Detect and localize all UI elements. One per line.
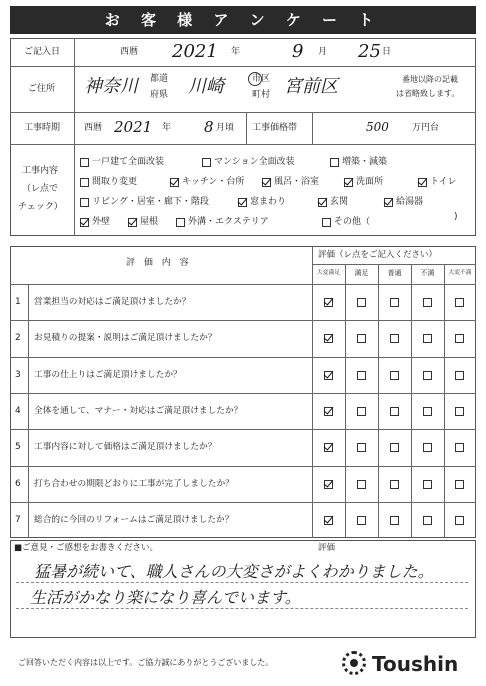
option-label: 間取り変更 xyxy=(92,177,138,187)
rating-checkbox[interactable] xyxy=(455,443,464,452)
rating-checkbox[interactable] xyxy=(324,334,333,343)
rating-checkbox[interactable] xyxy=(324,516,333,525)
rating-checkbox[interactable] xyxy=(390,516,399,525)
option-checkbox[interactable] xyxy=(330,158,339,167)
option-checkbox[interactable] xyxy=(238,198,247,207)
rating-checkbox[interactable] xyxy=(324,298,333,307)
rating-checkbox[interactable] xyxy=(423,407,432,416)
comment-line-2: 生活がかなり楽になり喜んでいます。 xyxy=(30,588,301,607)
rating-column-header: 不満 xyxy=(420,269,435,277)
rating-checkbox[interactable] xyxy=(455,480,464,489)
option-label: 一戸建て全面改装 xyxy=(92,157,165,167)
work-era: 西暦 xyxy=(84,123,103,133)
rating-checkbox[interactable] xyxy=(357,298,366,307)
option-label: 増築・減築 xyxy=(342,157,388,167)
question-text: 工事の仕上りはご満足頂けましたか？ xyxy=(34,369,182,380)
rating-checkbox[interactable] xyxy=(324,443,333,452)
work-month-unit: 月頃 xyxy=(216,123,235,133)
address-city: 川崎 xyxy=(188,76,224,97)
question-number: 6 xyxy=(15,478,21,489)
rating-checkbox[interactable] xyxy=(423,298,432,307)
question-text: 工事内容に対して価格はご満足頂けましたか？ xyxy=(34,442,217,453)
option-label: トイレ xyxy=(430,177,457,187)
option-label: 洗面所 xyxy=(356,177,384,187)
option-checkbox[interactable] xyxy=(344,178,353,187)
rating-checkbox[interactable] xyxy=(390,334,399,343)
work-period-label: 工事時期 xyxy=(24,123,61,133)
rating-checkbox[interactable] xyxy=(390,443,399,452)
entry-year: 2021 xyxy=(172,41,218,62)
question-number: 5 xyxy=(15,442,21,453)
address-note-1: 番地以降の記載 xyxy=(402,75,458,84)
price-label: 工事価格帯 xyxy=(252,123,298,133)
question-text: 営業担当の対応はご満足頂けましたか？ xyxy=(34,297,191,307)
option-checkbox[interactable] xyxy=(202,158,211,167)
question-text: 全体を通して、マナー・対応はご満足頂けましたか？ xyxy=(34,405,243,416)
address-prefecture: 神奈川 xyxy=(84,76,138,97)
brand-name: Toushin xyxy=(372,652,459,676)
question-number: 3 xyxy=(15,369,21,380)
rating-header: 評価（レ点をご記入ください） xyxy=(318,250,438,260)
rating-checkbox[interactable] xyxy=(455,407,464,416)
option-label: その他（ xyxy=(334,217,371,227)
rating-checkbox[interactable] xyxy=(324,407,333,416)
work-content-label: 工事内容 xyxy=(22,166,59,176)
address-city-suffix-2: 町村 xyxy=(252,90,271,100)
rating-column-header: 大変不満 xyxy=(448,270,472,276)
rating-checkbox[interactable] xyxy=(357,334,366,343)
rating-checkbox[interactable] xyxy=(423,334,432,343)
rating-checkbox[interactable] xyxy=(423,516,432,525)
option-checkbox[interactable] xyxy=(384,198,393,207)
rating-checkbox[interactable] xyxy=(357,443,366,452)
rating-checkbox[interactable] xyxy=(357,371,366,380)
work-content-hint-1: （レ点で xyxy=(22,184,59,194)
question-number: 7 xyxy=(15,514,21,525)
rating-checkbox[interactable] xyxy=(390,298,399,307)
entry-month-unit: 月 xyxy=(318,47,328,57)
option-label: 玄関 xyxy=(330,197,349,207)
question-number: 2 xyxy=(15,333,21,344)
rating-checkbox[interactable] xyxy=(390,480,399,489)
entry-day: 25 xyxy=(358,41,381,62)
rating-checkbox[interactable] xyxy=(324,480,333,489)
rating-checkbox[interactable] xyxy=(390,371,399,380)
option-label: 屋根 xyxy=(140,217,159,227)
work-year-unit: 年 xyxy=(162,123,172,133)
other-close: ) xyxy=(454,212,458,222)
price-value: 500 xyxy=(366,120,389,134)
question-text: お見積りの提案・説明はご満足頂けましたか？ xyxy=(34,333,217,344)
entry-date-label: ご記入日 xyxy=(24,47,61,57)
work-content-hint-2: チェック） xyxy=(18,202,63,212)
city-circle-mark xyxy=(248,72,262,86)
evaluation-header: 評 価 内 容 xyxy=(126,258,192,268)
option-label: キッチン・台所 xyxy=(182,177,245,187)
footer-note: ご回答いただく内容は以上です。ご協力誠にありがとうございました。 xyxy=(18,658,274,667)
question-text: 総合的に今回のリフォームはご満足頂けましたか？ xyxy=(34,514,234,525)
option-checkbox[interactable] xyxy=(80,178,89,187)
rating-checkbox[interactable] xyxy=(423,443,432,452)
address-pref-suffix-1: 都道 xyxy=(150,74,169,84)
option-checkbox[interactable] xyxy=(80,218,89,227)
form-title: お 客 様 ア ン ケ ー ト xyxy=(10,6,476,34)
option-label: 外壁 xyxy=(92,217,111,227)
comments-label: ■ご意見・ご感想をお書きください。 xyxy=(14,543,159,553)
option-label: マンション全面改装 xyxy=(214,157,295,167)
question-number: 4 xyxy=(15,405,21,416)
option-checkbox[interactable] xyxy=(80,158,89,167)
address-city-suffix-1: 市区 xyxy=(252,74,271,84)
option-label: リビング・居室・廊下・階段 xyxy=(92,197,209,207)
rating-column-header: 満足 xyxy=(354,269,369,277)
price-unit: 万円台 xyxy=(412,123,440,133)
rating-checkbox[interactable] xyxy=(423,371,432,380)
entry-month: 9 xyxy=(292,41,304,62)
entry-day-unit: 日 xyxy=(382,47,392,57)
question-text: 打ち合わせの期限どおりに工事が完了しましたか？ xyxy=(34,478,234,489)
rating-checkbox[interactable] xyxy=(455,334,464,343)
option-checkbox[interactable] xyxy=(262,178,271,187)
comment-line-1: 猛暑が続いて、職人さんの大変さがよくわかりました。 xyxy=(34,562,434,581)
address-note-2: は省略致します。 xyxy=(396,89,460,98)
rating-checkbox[interactable] xyxy=(357,516,366,525)
entry-era: 西暦 xyxy=(120,47,139,57)
option-label: 窓まわり xyxy=(250,197,287,207)
address-town: 宮前区 xyxy=(284,76,338,97)
option-checkbox[interactable] xyxy=(418,178,427,187)
work-month: 8 xyxy=(204,118,214,136)
option-checkbox[interactable] xyxy=(128,218,137,227)
option-checkbox[interactable] xyxy=(322,218,331,227)
rating-column-header: 大変満足 xyxy=(316,270,341,276)
rating-checkbox[interactable] xyxy=(390,407,399,416)
rating-checkbox[interactable] xyxy=(324,371,333,380)
question-number: 1 xyxy=(15,297,21,307)
rating-checkbox[interactable] xyxy=(455,516,464,525)
toushin-logo-icon xyxy=(342,651,366,675)
rating-footer-label: 評価 xyxy=(318,543,336,553)
rating-checkbox[interactable] xyxy=(357,407,366,416)
option-label: 風呂・浴室 xyxy=(274,177,320,187)
work-year: 2021 xyxy=(114,118,153,136)
option-checkbox[interactable] xyxy=(176,218,185,227)
option-label: 外溝・エクステリア xyxy=(188,217,269,227)
rating-checkbox[interactable] xyxy=(423,480,432,489)
address-pref-suffix-2: 府県 xyxy=(150,90,169,100)
option-checkbox[interactable] xyxy=(80,198,89,207)
entry-year-unit: 年 xyxy=(231,47,241,57)
option-checkbox[interactable] xyxy=(170,178,179,187)
option-checkbox[interactable] xyxy=(318,198,327,207)
rating-checkbox[interactable] xyxy=(455,371,464,380)
rating-checkbox[interactable] xyxy=(455,298,464,307)
address-label: ご住所 xyxy=(28,84,56,94)
rating-column-header: 普通 xyxy=(387,269,402,277)
rating-checkbox[interactable] xyxy=(357,480,366,489)
option-label: 給湯器 xyxy=(396,197,424,207)
